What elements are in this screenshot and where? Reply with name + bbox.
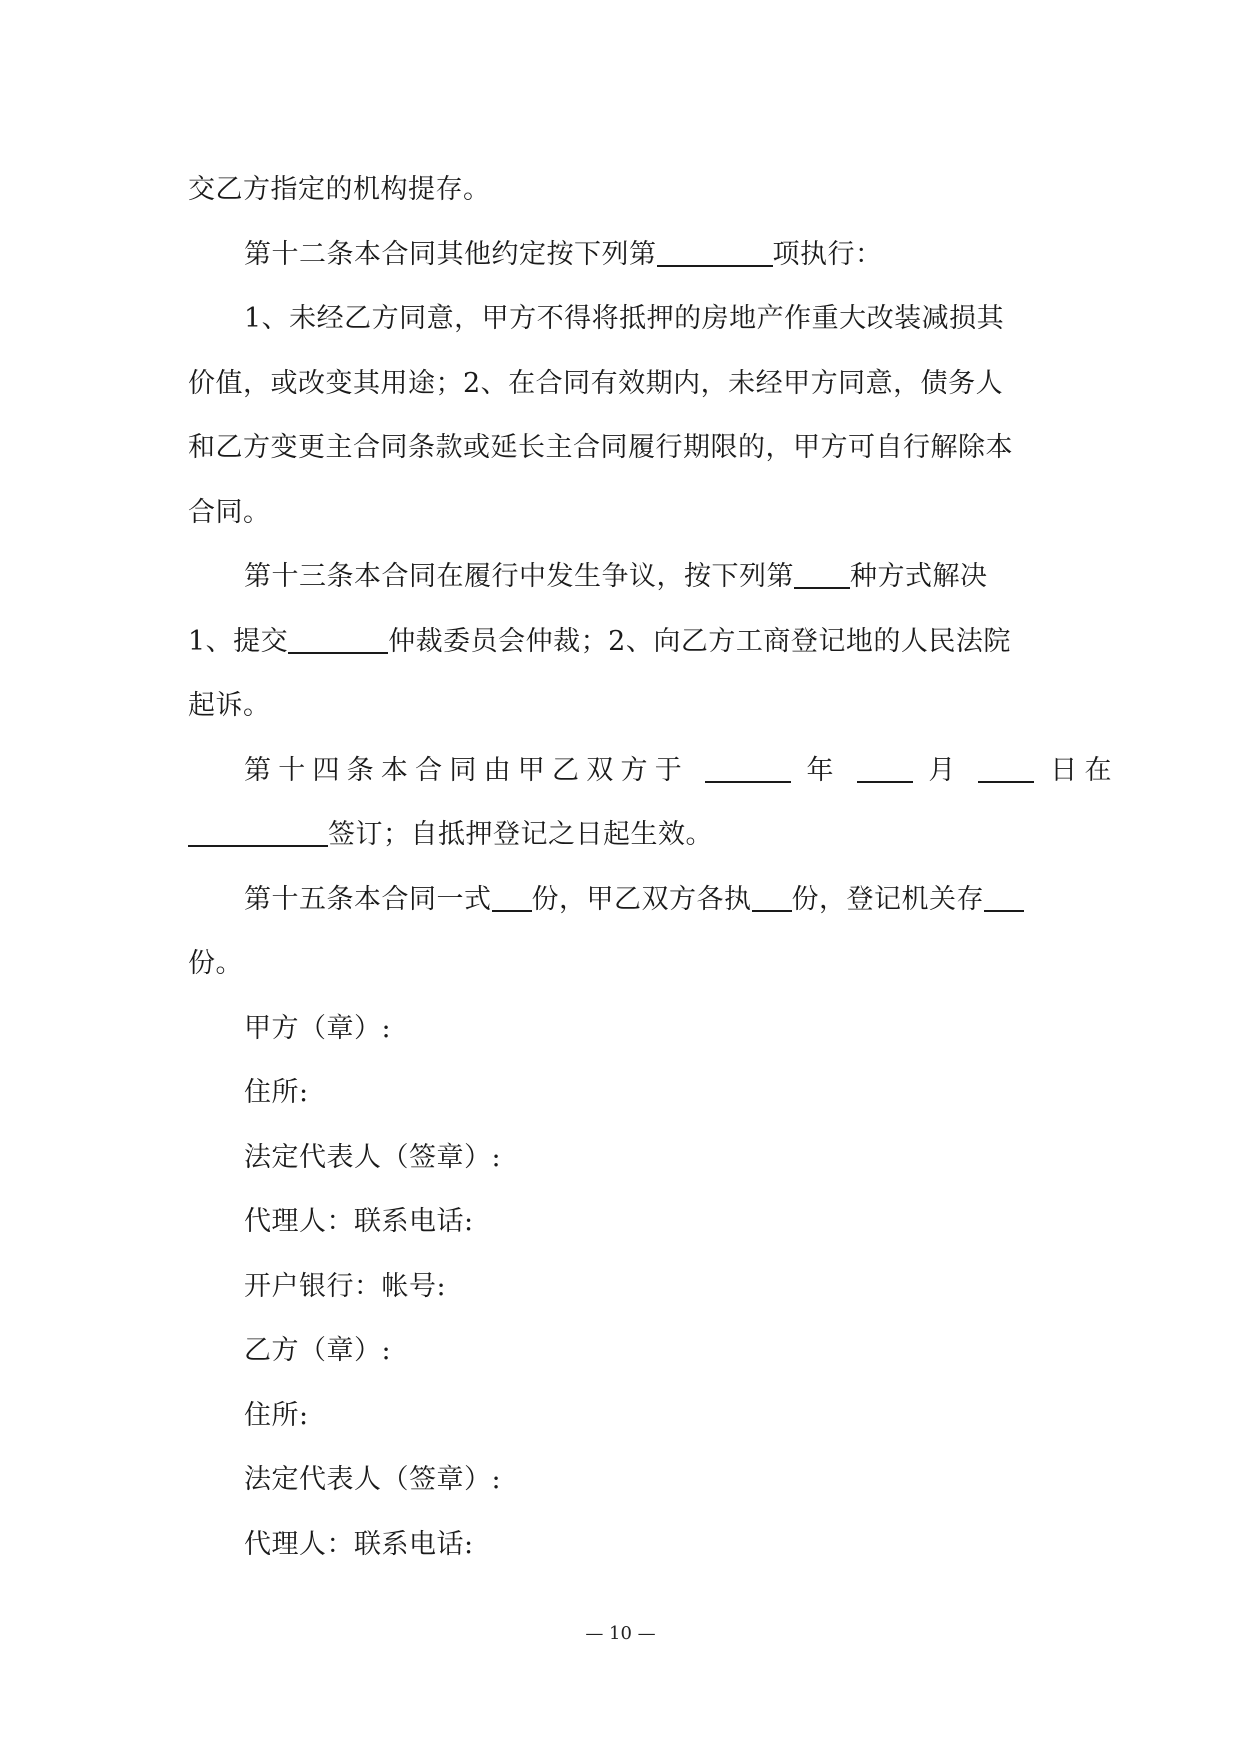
party-b-seal [188, 1319, 1068, 1384]
text: 法定代表人（签章）: [244, 1141, 502, 1173]
party-a-bank [188, 1255, 1068, 1320]
text: 签订；自抵押登记之日起生效。 [328, 819, 713, 850]
paragraph-line [188, 287, 1068, 352]
paragraph-line [188, 932, 1068, 997]
party-a-address [188, 1061, 1068, 1126]
article-15 [188, 868, 1068, 933]
paragraph-line [188, 803, 1068, 868]
paragraph-line [188, 610, 1068, 675]
text: 项执行： [772, 238, 883, 270]
fill-in-blank[interactable] [492, 882, 532, 912]
party-b-legal-rep [188, 1448, 1068, 1513]
fill-in-blank[interactable] [857, 753, 913, 783]
text: 份，甲乙双方各执 [531, 883, 752, 915]
text: 起诉。 [188, 690, 271, 721]
text: 甲方（章）: [244, 1012, 392, 1044]
paragraph-line [188, 481, 1068, 546]
text: 代理人：联系电话: [244, 1528, 474, 1560]
text: 第十五条本合同一式 [244, 883, 492, 915]
fill-in-blank[interactable] [188, 817, 328, 847]
party-b-agent [188, 1513, 1068, 1578]
party-b-address [188, 1384, 1068, 1449]
paragraph-line [188, 352, 1068, 417]
text: 和乙方变更主合同条款或延长主合同履行期限的，甲方可自行解除本 [188, 432, 1013, 463]
fill-in-blank[interactable] [657, 237, 773, 267]
text: 第十四条本合同由甲乙双方于 [244, 754, 689, 786]
text: 价值，或改变其用途；2、在合同有效期内，未经甲方同意，债务人 [188, 367, 1004, 399]
fill-in-blank[interactable] [288, 624, 388, 654]
party-a-legal-rep [188, 1126, 1068, 1191]
text: 法定代表人（签章）: [244, 1464, 502, 1495]
paragraph-line [188, 674, 1068, 739]
text: 年 [806, 754, 841, 786]
document-body [188, 158, 1112, 1577]
page-number: — 10 — [585, 1623, 656, 1644]
text: 1、未经乙方同意，甲方不得将抵押的房地产作重大改装减损其 [244, 303, 1005, 334]
text: 份，登记机关存 [791, 883, 984, 915]
fill-in-blank[interactable] [984, 882, 1024, 912]
fill-in-blank[interactable] [752, 882, 792, 912]
text: 开户银行：帐号: [244, 1270, 447, 1302]
text: 仲裁委员会仲裁；2、向乙方工商登记地的人民法院 [388, 625, 1011, 657]
text: 住所: [244, 1399, 309, 1431]
text: 代理人：联系电话: [244, 1206, 474, 1237]
paragraph-line [188, 416, 1068, 481]
text: 交乙方指定的机构提存。 [188, 174, 491, 205]
text: 合同。 [188, 496, 271, 528]
fill-in-blank[interactable] [705, 753, 791, 783]
paragraph-line [188, 158, 1068, 223]
article-14 [188, 739, 1112, 804]
party-a-seal [188, 997, 1068, 1062]
text: 月 [928, 754, 963, 786]
fill-in-blank[interactable] [978, 753, 1034, 783]
text: 乙方（章）: [244, 1335, 392, 1366]
text: 第十二条本合同其他约定按下列第 [244, 238, 657, 270]
text: 日在 [1050, 754, 1112, 786]
article-12 [188, 223, 1068, 288]
text: 1、提交 [188, 625, 289, 657]
text: 种方式解决 [850, 561, 988, 592]
text: 份。 [188, 948, 243, 979]
party-a-agent [188, 1190, 1068, 1255]
text: 住所: [244, 1077, 309, 1108]
text: 第十三条本合同在履行中发生争议，按下列第 [244, 561, 794, 592]
fill-in-blank[interactable] [794, 559, 850, 589]
article-13 [188, 545, 1068, 610]
